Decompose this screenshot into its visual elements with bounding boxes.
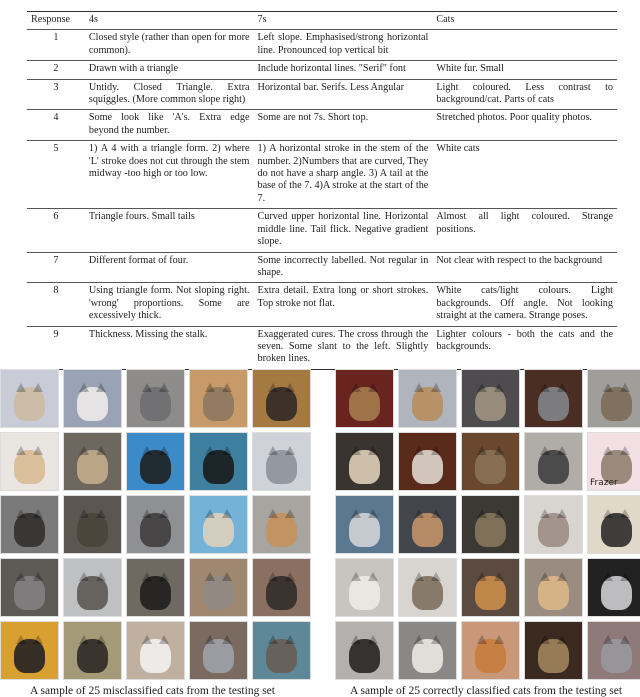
cat-shape	[203, 450, 235, 484]
table-row	[27, 79, 617, 110]
cat-ears-shape	[414, 446, 441, 454]
cat-shape	[77, 639, 109, 673]
cat-photo-thumbnail	[587, 621, 640, 680]
cat-ears-shape	[351, 509, 378, 517]
cat-ears-shape	[79, 572, 106, 580]
correctly-classified-cats-grid	[335, 369, 640, 680]
response-cell: 4	[53, 112, 59, 124]
cat-ears-shape	[477, 509, 504, 517]
cat-photo-thumbnail	[524, 621, 583, 680]
cat-photo-thumbnail	[335, 369, 394, 428]
cat-photo-thumbnail	[0, 495, 59, 554]
sevens-cell: Extra detail. Extra long or short strokes. Top stroke not flat.	[257, 285, 429, 309]
cat-shape	[538, 513, 570, 547]
cat-ears-shape	[79, 509, 106, 517]
cat-shape	[266, 639, 298, 673]
cat-shape	[349, 639, 381, 673]
cat-photo-thumbnail	[524, 558, 583, 617]
cat-photo-thumbnail	[252, 558, 311, 617]
fours-cell: 1) A 4 with a triangle form. 2) where 'L' stroke does not cut through the stem midway -too high or too low.	[88, 143, 250, 180]
cat-photo-thumbnail	[524, 495, 583, 554]
cat-shape	[266, 387, 298, 421]
cat-photo-thumbnail	[335, 558, 394, 617]
cat-shape	[538, 450, 570, 484]
cat-photo-thumbnail	[126, 495, 185, 554]
cat-ears-shape	[603, 572, 630, 580]
cat-ears-shape	[540, 383, 567, 391]
cat-shape	[140, 387, 172, 421]
cat-ears-shape	[142, 446, 169, 454]
fours-cell: Thickness. Missing the stalk.	[88, 328, 208, 340]
fours-cell: Triangle fours. Small tails	[88, 211, 195, 223]
cat-shape	[349, 576, 381, 610]
cat-ears-shape	[477, 383, 504, 391]
cat-shape	[266, 513, 298, 547]
cat-photo-thumbnail	[335, 432, 394, 491]
misclassified-caption: A sample of 25 misclassified cats from the testing set	[30, 685, 275, 697]
table-row	[27, 30, 617, 61]
cat-shape	[412, 576, 444, 610]
cat-photo-thumbnail	[126, 432, 185, 491]
sevens-cell: 1) A horizontal stroke in the stem of the number. 2)Numbers that are curved, They do not have a sharp angle. 3) A tail at the base of the 7. 4)A stroke at the start of the 7.	[257, 143, 429, 204]
cat-shape	[266, 576, 298, 610]
sevens-cell: Horizontal bar. Serifs. Less Angular	[257, 81, 405, 93]
cat-photo-thumbnail	[398, 558, 457, 617]
cat-photo-thumbnail	[0, 369, 59, 428]
cat-shape	[412, 639, 444, 673]
cat-photo-thumbnail	[587, 495, 640, 554]
cat-shape	[475, 576, 507, 610]
response-cell: 5	[53, 143, 59, 155]
cat-photo-thumbnail	[252, 369, 311, 428]
response-cell: 7	[53, 254, 59, 266]
header-7s: 7s	[257, 14, 267, 25]
header-4s: 4s	[88, 14, 98, 25]
fours-cell: Untidy. Closed Triangle. Extra squiggles. (More common slope right)	[88, 81, 250, 106]
cats-cell: Lighter colours - both the cats and the backgrounds.	[436, 328, 613, 352]
cat-photo-thumbnail	[398, 369, 457, 428]
cat-ears-shape	[142, 383, 169, 391]
cat-shape	[601, 513, 633, 547]
cat-shape	[475, 639, 507, 673]
cat-photo-thumbnail	[461, 369, 520, 428]
cat-shape	[203, 639, 235, 673]
cat-ears-shape	[603, 635, 630, 643]
cat-photo-thumbnail	[524, 432, 583, 491]
cats-cell: Light coloured. Less contrast to background/cat. Parts of cats	[436, 81, 613, 106]
cat-ears-shape	[142, 635, 169, 643]
table-row	[27, 252, 617, 283]
sevens-cell: Curved upper horizontal line. Horizontal middle line. Tail flick. Negative gradient slope.	[257, 211, 429, 248]
cat-ears-shape	[540, 446, 567, 454]
cat-photo-thumbnail	[0, 558, 59, 617]
sevens-cell: Some incorrectly labelled. Not regular in shape.	[257, 254, 429, 278]
cat-shape	[475, 450, 507, 484]
table-row	[27, 110, 617, 141]
cat-photo-thumbnail	[63, 369, 122, 428]
cat-ears-shape	[540, 572, 567, 580]
cat-shape	[538, 639, 570, 673]
cat-photo-thumbnail	[398, 432, 457, 491]
cat-shape	[140, 639, 172, 673]
cat-photo-thumbnail	[335, 495, 394, 554]
cat-ears-shape	[268, 509, 295, 517]
cats-cell: Not clear with respect to the background	[436, 254, 603, 266]
cat-shape	[203, 387, 235, 421]
response-cell: 1	[53, 32, 59, 44]
cat-ears-shape	[351, 446, 378, 454]
cat-shape	[538, 576, 570, 610]
cat-ears-shape	[603, 446, 630, 454]
cat-ears-shape	[603, 383, 630, 391]
table-row	[27, 141, 617, 209]
cat-ears-shape	[16, 446, 43, 454]
table-header-row	[27, 12, 617, 30]
cat-shape	[412, 450, 444, 484]
table-row	[27, 326, 617, 369]
cat-photo-thumbnail	[335, 621, 394, 680]
cat-photo-thumbnail	[63, 558, 122, 617]
cat-ears-shape	[16, 509, 43, 517]
cat-ears-shape	[16, 635, 43, 643]
cat-ears-shape	[205, 446, 232, 454]
cat-photo-thumbnail	[0, 432, 59, 491]
cat-ears-shape	[477, 635, 504, 643]
cat-ears-shape	[351, 635, 378, 643]
cat-photo-thumbnail	[63, 621, 122, 680]
cat-photo-thumbnail	[189, 621, 248, 680]
cat-photo-thumbnail	[126, 621, 185, 680]
cat-shape	[14, 387, 46, 421]
cat-ears-shape	[268, 446, 295, 454]
cat-shape	[14, 513, 46, 547]
cat-ears-shape	[79, 383, 106, 391]
cat-shape	[203, 513, 235, 547]
cat-photo-thumbnail	[189, 495, 248, 554]
cats-cell: Stretched photos. Poor quality photos.	[436, 112, 592, 124]
cat-shape	[412, 387, 444, 421]
sevens-cell: Exaggerated cures. The cross through the seven. Some slant to the left. Slightly broken lines.	[257, 328, 429, 365]
cat-shape	[14, 450, 46, 484]
cat-ears-shape	[414, 509, 441, 517]
cat-shape	[77, 450, 109, 484]
correct-caption: A sample of 25 correctly classified cats from the testing set	[350, 685, 623, 697]
fours-cell: Different format of four.	[88, 254, 189, 266]
cats-cell: White cats/light colours. Light backgrounds. Off angle. Not looking straight at the camera. Strange poses.	[436, 285, 613, 322]
cat-ears-shape	[205, 635, 232, 643]
cat-ears-shape	[205, 572, 232, 580]
cat-shape	[140, 576, 172, 610]
cat-photo-thumbnail	[252, 621, 311, 680]
cat-photo-thumbnail	[587, 558, 640, 617]
fours-cell: Drawn with a triangle	[88, 63, 178, 75]
cat-photo-thumbnail	[461, 558, 520, 617]
cat-ears-shape	[268, 635, 295, 643]
cat-ears-shape	[268, 572, 295, 580]
response-cell: 9	[53, 328, 59, 340]
cat-photo-thumbnail	[63, 495, 122, 554]
misclassified-cats-grid	[0, 369, 311, 680]
response-cell: 2	[53, 63, 59, 75]
cat-shape	[349, 387, 381, 421]
cat-shape	[140, 513, 172, 547]
cat-shape	[538, 387, 570, 421]
cats-cell: White fur. Small	[436, 63, 504, 75]
cat-ears-shape	[351, 383, 378, 391]
header-response: Response	[31, 14, 71, 25]
cat-shape	[475, 513, 507, 547]
table-row	[27, 209, 617, 252]
cat-ears-shape	[205, 383, 232, 391]
cat-shape	[77, 576, 109, 610]
cat-photo-thumbnail	[461, 621, 520, 680]
cat-shape	[601, 576, 633, 610]
cut-off-caption-line	[0, 0, 640, 4]
cat-shape	[77, 513, 109, 547]
cat-ears-shape	[268, 383, 295, 391]
cat-photo-thumbnail	[252, 432, 311, 491]
header-cats: Cats	[436, 14, 455, 25]
cat-photo-thumbnail	[461, 495, 520, 554]
cat-ears-shape	[142, 572, 169, 580]
cats-cell: White cats	[436, 143, 480, 155]
cat-shape	[203, 576, 235, 610]
cat-ears-shape	[79, 635, 106, 643]
cat-ears-shape	[603, 509, 630, 517]
cat-shape	[349, 513, 381, 547]
cat-shape	[266, 450, 298, 484]
response-cell: 8	[53, 285, 59, 297]
cat-shape	[349, 450, 381, 484]
cat-shape	[14, 576, 46, 610]
cat-shape	[601, 387, 633, 421]
cat-ears-shape	[16, 572, 43, 580]
response-cell: 6	[53, 211, 59, 223]
cat-ears-shape	[205, 509, 232, 517]
photo-label-text: Frazer	[590, 478, 618, 488]
cat-photo-thumbnail	[63, 432, 122, 491]
cat-shape	[412, 513, 444, 547]
cat-photo-thumbnail	[126, 369, 185, 428]
cat-ears-shape	[477, 446, 504, 454]
responses-table	[27, 11, 617, 370]
cat-photo-thumbnail	[524, 369, 583, 428]
cat-ears-shape	[414, 383, 441, 391]
sevens-cell: Left slope. Emphasised/strong horizontal line. Pronounced top vertical bit	[257, 32, 429, 56]
cats-cell	[432, 30, 617, 61]
cat-ears-shape	[540, 635, 567, 643]
cat-photo-thumbnail	[587, 432, 640, 491]
cat-shape	[601, 639, 633, 673]
cat-ears-shape	[540, 509, 567, 517]
cat-ears-shape	[351, 572, 378, 580]
response-cell: 3	[53, 81, 59, 93]
cat-ears-shape	[142, 509, 169, 517]
cats-cell: Almost all light coloured. Strange positions.	[436, 211, 613, 235]
cat-photo-thumbnail	[461, 432, 520, 491]
cat-ears-shape	[414, 635, 441, 643]
cat-ears-shape	[16, 383, 43, 391]
cat-photo-thumbnail	[398, 495, 457, 554]
table-row	[27, 61, 617, 79]
cat-ears-shape	[79, 446, 106, 454]
cat-photo-thumbnail	[189, 558, 248, 617]
sevens-cell: Some are not 7s. Short top.	[257, 112, 369, 124]
cat-photo-thumbnail	[398, 621, 457, 680]
fours-cell: Some look like 'A's. Extra edge beyond the number.	[88, 112, 250, 136]
cat-photo-thumbnail	[126, 558, 185, 617]
fours-cell: Using triangle form. Not sloping right. 'wrong' proportions. Some are excessively thick.	[88, 285, 250, 322]
cat-shape	[475, 387, 507, 421]
cat-photo-thumbnail	[189, 432, 248, 491]
cat-shape	[77, 387, 109, 421]
fours-cell: Closed style (rather than open for more common).	[88, 32, 250, 56]
cat-photo-thumbnail	[189, 369, 248, 428]
cat-ears-shape	[477, 572, 504, 580]
cat-photo-thumbnail	[0, 621, 59, 680]
cat-shape	[140, 450, 172, 484]
cat-ears-shape	[414, 572, 441, 580]
sevens-cell: Include horizontal lines. "Serif" font	[257, 63, 406, 75]
table-row	[27, 283, 617, 326]
cat-photo-thumbnail	[587, 369, 640, 428]
cat-photo-thumbnail	[252, 495, 311, 554]
cat-shape	[14, 639, 46, 673]
